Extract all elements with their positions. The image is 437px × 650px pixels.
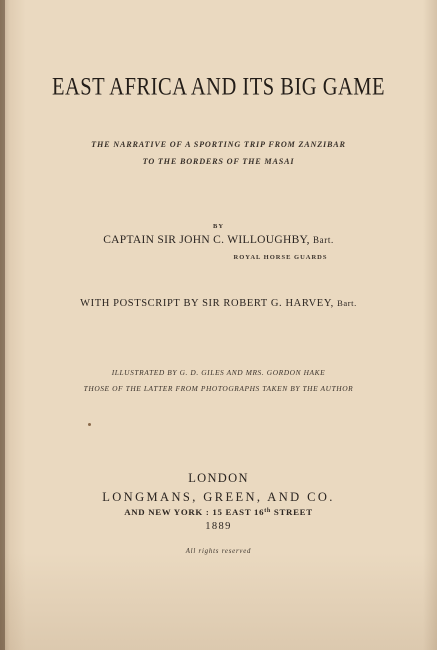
author-name: CAPTAIN SIR JOHN C. WILLOUGHBY, (103, 234, 310, 246)
author-regiment: ROYAL HORSE GUARDS (233, 254, 328, 261)
illustrators-line-1: ILLUSTRATED BY G. D. GILES AND MRS. GORDON HAKE (111, 368, 326, 377)
by-label: BY (212, 223, 225, 230)
postscript-text: WITH POSTSCRIPT BY SIR ROBERT G. HARVEY, (80, 298, 334, 309)
subtitle-line-1: THE NARRATIVE OF A SPORTING TRIP FROM ZANZIBAR (91, 140, 346, 149)
illustrators-line-2: THOSE OF THE LATTER FROM PHOTOGRAPHS TAKEN BY THE AUTHOR (83, 384, 354, 393)
imprint-year: 1889 (205, 521, 232, 532)
new-york-address-start: AND NEW YORK : 15 EAST 16 (124, 507, 265, 517)
postscript-suffix: Bart. (337, 298, 357, 308)
paper-speck (88, 423, 91, 426)
author-line (0, 234, 437, 246)
new-york-address-end: STREET (270, 507, 313, 517)
postscript-line (0, 298, 437, 309)
imprint-publisher: LONGMANS, GREEN, AND CO. (102, 490, 335, 504)
new-york-address-ordinal: th (264, 508, 271, 514)
rights-notice: All rights reserved (185, 548, 252, 555)
imprint-city: LONDON (188, 471, 249, 485)
author-title-suffix: Bart. (313, 235, 334, 245)
book-title: EAST AFRICA AND ITS BIG GAME (51, 73, 386, 101)
imprint-new-york-address (0, 507, 437, 517)
subtitle-line-2: TO THE BORDERS OF THE MASAI (142, 157, 295, 166)
